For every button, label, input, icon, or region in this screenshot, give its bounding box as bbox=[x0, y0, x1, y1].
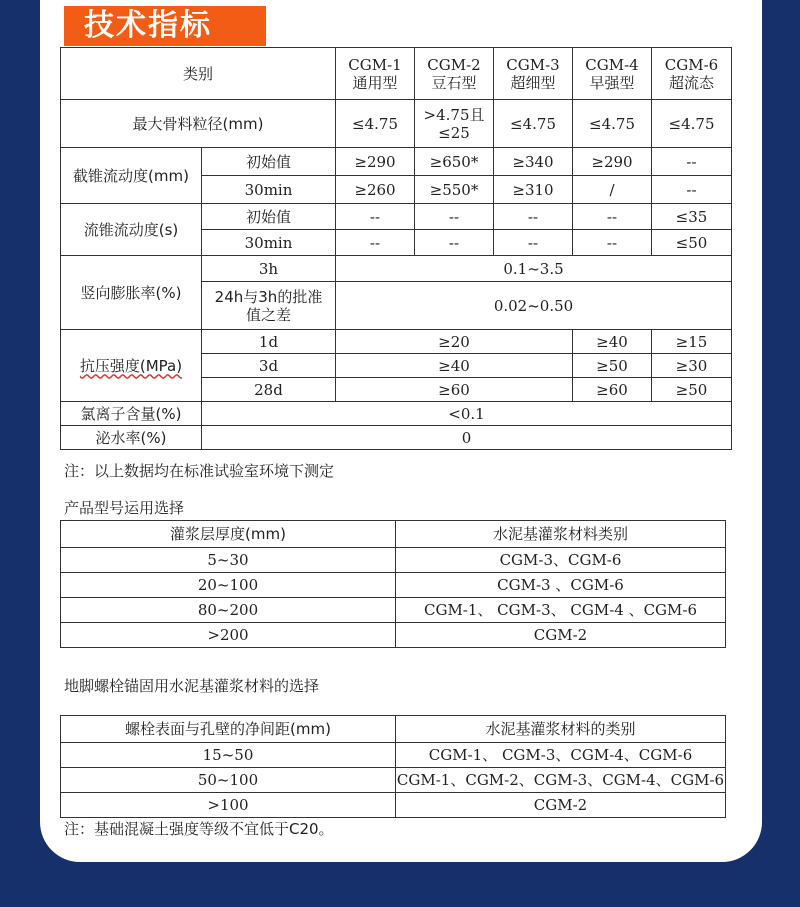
row-label: 泌水率(%) bbox=[61, 426, 202, 450]
column-name: 超细型 bbox=[510, 73, 556, 92]
sub-label: 1d bbox=[202, 330, 336, 354]
sub-label: 30min bbox=[202, 176, 336, 204]
table-cell: ≥60 bbox=[336, 378, 573, 402]
table-cell: ≥340 bbox=[494, 148, 573, 176]
section-title: 技术指标 bbox=[64, 6, 266, 46]
table-cell: ≤4.75 bbox=[336, 100, 415, 148]
table-cell: CGM-2 bbox=[396, 623, 726, 648]
table-cell: ≤35 bbox=[652, 204, 732, 230]
table-header: 水泥基灌浆材料类别 bbox=[396, 521, 726, 548]
table-cell: 0.02~0.50 bbox=[336, 282, 732, 330]
table-cell: -- bbox=[652, 176, 732, 204]
column-header bbox=[652, 48, 732, 100]
anchor-table bbox=[60, 715, 726, 818]
table-row bbox=[61, 48, 732, 100]
category-header: 类别 bbox=[61, 48, 336, 100]
table-header: 水泥基灌浆材料的类别 bbox=[396, 716, 726, 743]
table-row bbox=[61, 330, 732, 354]
sub-label: 初始值 bbox=[202, 148, 336, 176]
row-label: 竖向膨胀率(%) bbox=[61, 256, 202, 330]
column-header bbox=[573, 48, 652, 100]
table-cell: CGM-2 bbox=[396, 793, 726, 818]
table-cell: ≥310 bbox=[494, 176, 573, 204]
table-cell: -- bbox=[573, 204, 652, 230]
table-row bbox=[61, 521, 726, 548]
table-row bbox=[61, 743, 726, 768]
table-cell: -- bbox=[573, 230, 652, 256]
table-row bbox=[61, 793, 726, 818]
table-cell: CGM-3、CGM-6 bbox=[396, 548, 726, 573]
table-row bbox=[61, 623, 726, 648]
table-cell: ≥20 bbox=[336, 330, 573, 354]
table-row bbox=[61, 256, 732, 282]
column-code: CGM-4 bbox=[585, 55, 639, 74]
table-cell: -- bbox=[415, 204, 494, 230]
row-label bbox=[61, 330, 202, 402]
table-cell: ≥40 bbox=[573, 330, 652, 354]
table-row bbox=[61, 204, 732, 230]
spec-note: 注：以上数据均在标准试验室环境下测定 bbox=[64, 462, 335, 480]
table-row bbox=[61, 598, 726, 623]
selection-table bbox=[60, 520, 726, 648]
table-cell: 5~30 bbox=[61, 548, 396, 573]
table-cell: 80~200 bbox=[61, 598, 396, 623]
table-cell: ≥40 bbox=[336, 354, 573, 378]
table-cell: -- bbox=[494, 230, 573, 256]
table-cell: <0.1 bbox=[202, 402, 732, 426]
table-cell: ≥15 bbox=[652, 330, 732, 354]
table-cell: ≥290 bbox=[336, 148, 415, 176]
table-cell: ≥260 bbox=[336, 176, 415, 204]
spec-table bbox=[60, 47, 732, 450]
table-row bbox=[61, 100, 732, 148]
table-row bbox=[61, 716, 726, 743]
table-row bbox=[61, 148, 732, 176]
sub-label: 初始值 bbox=[202, 204, 336, 230]
sub-label: 28d bbox=[202, 378, 336, 402]
column-header bbox=[494, 48, 573, 100]
table-row bbox=[61, 768, 726, 793]
anchor-title: 地脚螺栓锚固用水泥基灌浆材料的选择 bbox=[64, 677, 320, 695]
table-cell: ≤4.75 bbox=[494, 100, 573, 148]
table-cell: 50~100 bbox=[61, 768, 396, 793]
table-cell: ≥650* bbox=[415, 148, 494, 176]
row-label: 氯离子含量(%) bbox=[61, 402, 202, 426]
column-name: 豆石型 bbox=[431, 73, 477, 92]
table-cell: CGM-1、 CGM-3、CGM-4、CGM-6 bbox=[396, 743, 726, 768]
column-header bbox=[415, 48, 494, 100]
table-cell: 0 bbox=[202, 426, 732, 450]
table-cell: 15~50 bbox=[61, 743, 396, 768]
sub-label: 30min bbox=[202, 230, 336, 256]
table-cell: ≤4.75 bbox=[573, 100, 652, 148]
table-cell: >4.75且≤25 bbox=[415, 100, 494, 148]
table-row bbox=[61, 573, 726, 598]
column-code: CGM-6 bbox=[664, 55, 719, 74]
table-cell: ≥50 bbox=[573, 354, 652, 378]
table-cell: CGM-1、 CGM-3、 CGM-4 、CGM-6 bbox=[396, 598, 726, 623]
sub-label: 24h与3h的批准值之差 bbox=[202, 282, 336, 330]
table-cell: 20~100 bbox=[61, 573, 396, 598]
row-label: 截锥流动度(mm) bbox=[61, 148, 202, 204]
column-name: 超流态 bbox=[668, 73, 714, 92]
table-header: 螺栓表面与孔壁的净间距(mm) bbox=[61, 716, 396, 743]
table-cell: -- bbox=[652, 148, 732, 176]
table-cell: -- bbox=[415, 230, 494, 256]
column-code: CGM-1 bbox=[348, 55, 402, 74]
table-cell: CGM-3 、CGM-6 bbox=[396, 573, 726, 598]
row-label: 流锥流动度(s) bbox=[61, 204, 202, 256]
table-row bbox=[61, 426, 732, 450]
table-cell: / bbox=[573, 176, 652, 204]
table-row bbox=[61, 402, 732, 426]
table-cell: -- bbox=[494, 204, 573, 230]
column-code: CGM-2 bbox=[427, 55, 481, 74]
column-code: CGM-3 bbox=[506, 55, 560, 74]
sub-label: 3h bbox=[202, 256, 336, 282]
table-cell: ≥550* bbox=[415, 176, 494, 204]
selection-title: 产品型号运用选择 bbox=[64, 499, 185, 517]
compressive-label: 抗压强度(MPa) bbox=[79, 356, 183, 375]
table-cell: -- bbox=[336, 204, 415, 230]
table-cell: -- bbox=[336, 230, 415, 256]
anchor-note: 注：基础混凝土强度等级不宜低于C20。 bbox=[64, 820, 334, 838]
row-label: 最大骨料粒径(mm) bbox=[61, 100, 336, 148]
column-name: 通用型 bbox=[352, 73, 398, 92]
table-cell: ≤50 bbox=[652, 230, 732, 256]
sub-label: 3d bbox=[202, 354, 336, 378]
column-header bbox=[336, 48, 415, 100]
table-cell: ≥290 bbox=[573, 148, 652, 176]
table-row bbox=[61, 548, 726, 573]
column-name: 早强型 bbox=[589, 73, 635, 92]
table-cell: ≥30 bbox=[652, 354, 732, 378]
table-cell: ≥60 bbox=[573, 378, 652, 402]
table-cell: >100 bbox=[61, 793, 396, 818]
table-cell: ≥50 bbox=[652, 378, 732, 402]
table-cell: >200 bbox=[61, 623, 396, 648]
table-cell: CGM-1、CGM-2、CGM-3、CGM-4、CGM-6 bbox=[396, 768, 726, 793]
table-cell: 0.1~3.5 bbox=[336, 256, 732, 282]
table-cell: ≤4.75 bbox=[652, 100, 732, 148]
table-header: 灌浆层厚度(mm) bbox=[61, 521, 396, 548]
